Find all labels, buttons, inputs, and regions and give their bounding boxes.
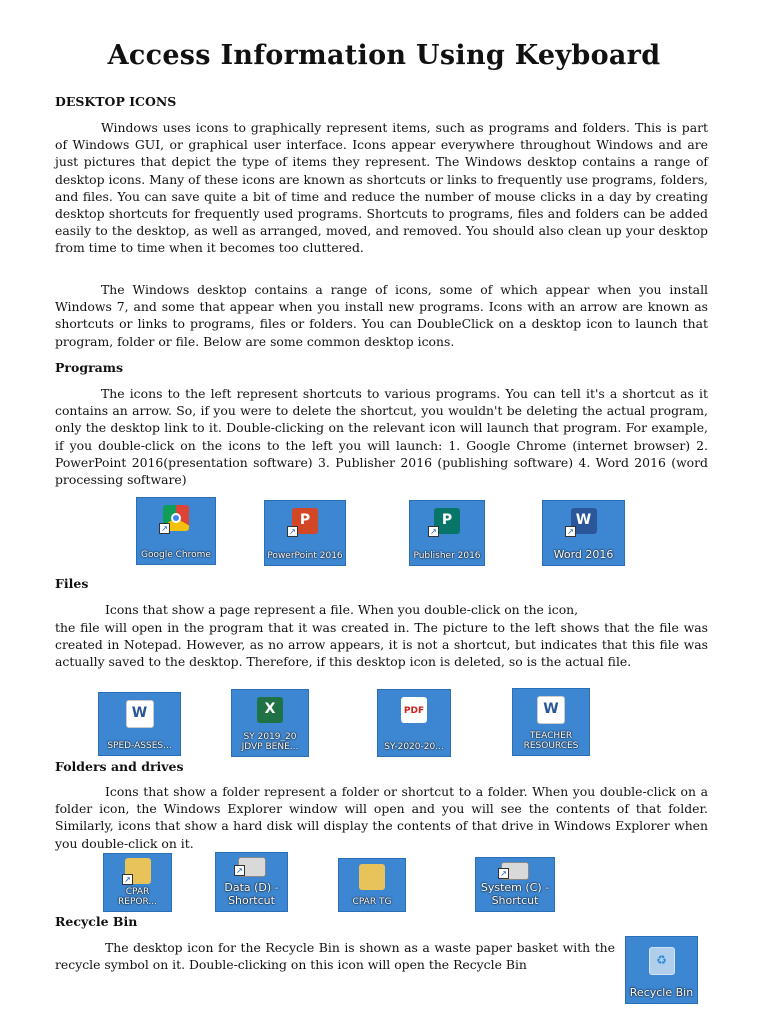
desktop-icon-folder-cpar-reports[interactable]	[103, 853, 172, 912]
recycle-bin-icon: ♻	[649, 947, 675, 975]
shortcut-arrow-icon: ↗	[498, 868, 509, 879]
recycle-bin-paragraph: The desktop icon for the Recycle Bin is shown as a waste paper basket with the recycle symbol on it. Double-clicking on this icon will open the Recycle Bin	[55, 940, 615, 973]
icon-label: CPAR TG	[352, 897, 392, 907]
shortcut-arrow-icon: ↗	[565, 526, 576, 537]
excel-document-icon: X	[257, 697, 283, 723]
icon-label: SY-2020-20...	[384, 742, 444, 752]
shortcut-arrow-icon: ↗	[287, 526, 298, 537]
icon-label: Data (D) - Shortcut	[224, 881, 279, 907]
desktop-icons-paragraph-2: The Windows desktop contains a range of icons, some of which appear when you install Windows 7, and some that appear when you install new programs. Icons with an arrow are known as shortcuts or links to programs, files or folders. You can DoubleClick on a desktop icon to launch that program, folder or file. Below are some common desktop icons.	[55, 282, 708, 349]
desktop-icon-file-sy-2020[interactable]	[377, 689, 451, 757]
shortcut-arrow-icon: ↗	[428, 526, 439, 537]
desktop-icon-publisher[interactable]	[409, 500, 485, 566]
icon-label: PowerPoint 2016	[267, 551, 343, 561]
word-icon: W	[571, 508, 597, 534]
section-heading-folders-and-drives: Folders and drives	[55, 759, 184, 774]
icon-label: Word 2016	[553, 548, 614, 561]
icon-label: SPED-ASSES...	[107, 741, 172, 751]
desktop-icon-drive-system-c[interactable]	[475, 857, 555, 912]
pdf-document-icon: PDF	[401, 697, 427, 723]
powerpoint-icon: P	[292, 508, 318, 534]
desktop-icons-paragraph-1: Windows uses icons to graphically represent items, such as programs and folders. This is part of Windows GUI, or graphical user interface. Icons appear everywhere throughout Windows and are just pictures that depict the type of items they represent. The Windows desktop contains a range of desktop icons. Many of these icons are known as shortcuts or links to frequently use programs, folders, and files. You can save quite a bit of time and reduce the number of mouse clicks in a day by creating desktop shortcuts for frequently used programs. Shortcuts to programs, files and folders can be added easily to the desktop, as well as arranged, moved, and removed. You should also clean up your desktop from time to time when it becomes too cluttered.	[55, 120, 708, 256]
desktop-icon-powerpoint[interactable]	[264, 500, 346, 566]
desktop-icon-recycle-bin[interactable]	[625, 936, 698, 1004]
icon-label: Recycle Bin	[629, 986, 694, 999]
files-paragraph-line-1: Icons that show a page represent a file. When you double-click on the icon,	[105, 602, 579, 617]
desktop-icon-file-sy-2019[interactable]	[231, 689, 309, 757]
icon-label: System (C) - Shortcut	[480, 881, 550, 907]
word-document-icon: W	[126, 700, 154, 728]
desktop-icon-google-chrome[interactable]	[136, 497, 216, 565]
programs-paragraph: The icons to the left represent shortcuts to various programs. You can tell it's a shortcut as it contains an arrow. So, if you were to delete the shortcut, you wouldn't be deleting the actual program, only the desktop link to it. Double-clicking on the relevant icon will launch that program. For example, if you double-click on the icons to the left you will launch: 1. Google Chrome (internet browser) 2. PowerPoint 2016(presentation software) 3. Publisher 2016 (publishing software) 4. Word 2016 (word processing software)	[55, 386, 708, 488]
icon-label: Publisher 2016	[413, 551, 481, 561]
icon-label: Google Chrome	[141, 550, 211, 560]
icon-label: CPAR REPOR...	[118, 887, 157, 907]
section-heading-files: Files	[55, 576, 89, 591]
desktop-icon-folder-cpar-tg[interactable]	[338, 858, 406, 912]
publisher-icon: P	[434, 508, 460, 534]
section-heading-recycle-bin: Recycle Bin	[55, 914, 138, 929]
folders-paragraph: Icons that show a folder represent a folder or shortcut to a folder. When you double-click on a folder icon, the Windows Explorer window will open and you will see the contents of that folder. Similarly, icons that show a hard disk will display the contents of that drive in Windows Explorer when you double-click on it.	[55, 784, 708, 851]
page-title: Access Information Using Keyboard	[107, 40, 661, 71]
desktop-icon-file-sped[interactable]	[98, 692, 181, 756]
icon-label: TEACHER RESOURCES	[523, 731, 579, 751]
icon-label: SY 2019_20 JDVP BENE...	[241, 732, 299, 752]
shortcut-arrow-icon: ↗	[159, 523, 170, 534]
desktop-icon-word[interactable]	[542, 500, 625, 566]
section-heading-programs: Programs	[55, 360, 124, 375]
files-paragraph: the file will open in the program that it was created in. The picture to the left shows that the file was created in Notepad. However, as no arrow appears, it is not a shortcut, but indicates that this file was actually saved to the desktop. Therefore, if this desktop icon is deleted, so is the actual file.	[55, 620, 708, 670]
word-document-icon: W	[537, 696, 565, 724]
folder-icon	[359, 864, 385, 890]
shortcut-arrow-icon: ↗	[234, 865, 245, 876]
desktop-icon-drive-data-d[interactable]	[215, 852, 288, 912]
shortcut-arrow-icon: ↗	[122, 874, 133, 885]
section-heading-desktop-icons: DESKTOP ICONS	[55, 94, 177, 109]
desktop-icon-file-teacher-resources[interactable]	[512, 688, 590, 756]
